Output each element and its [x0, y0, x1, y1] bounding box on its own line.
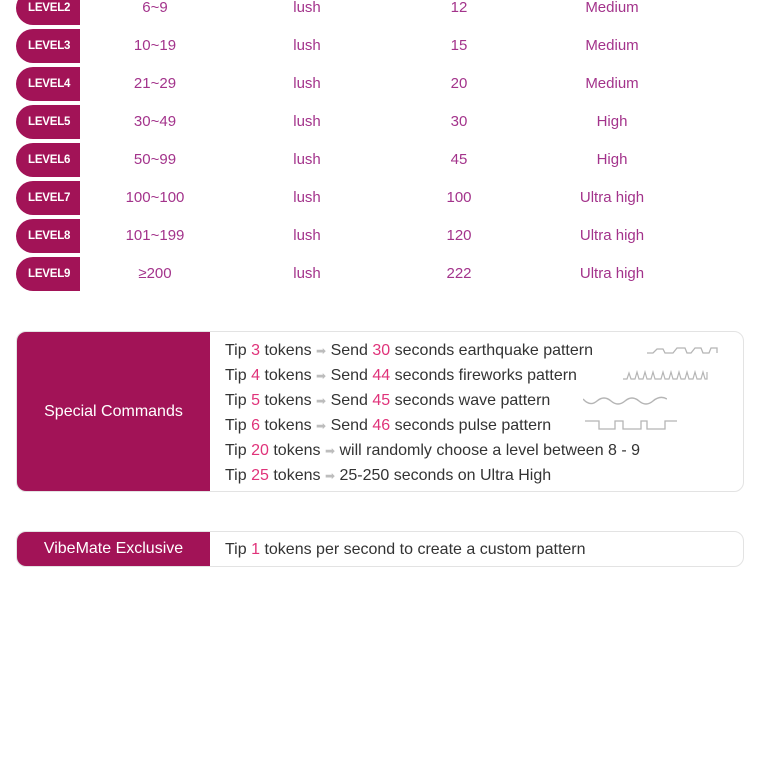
tip-label: Tip	[225, 417, 247, 434]
command-line	[225, 438, 640, 463]
token-amount: 1	[251, 541, 260, 558]
vibemate-exclusive-panel	[16, 531, 744, 567]
level-badge: LEVEL5	[16, 105, 80, 139]
intensity: High	[596, 113, 628, 130]
seconds-amount: 30	[372, 342, 391, 359]
duration-seconds: 30	[450, 113, 468, 130]
level-row	[16, 29, 744, 63]
tokens-word: tokens	[264, 342, 312, 359]
token-amount: 3	[251, 342, 260, 359]
arrow-right-icon: ➡	[316, 344, 327, 358]
toy-name: lush	[293, 265, 321, 282]
command-line	[225, 388, 550, 413]
token-range: 30~49	[133, 113, 177, 130]
level-row	[16, 67, 744, 101]
arrow-right-icon: ➡	[324, 469, 335, 483]
pattern-description: seconds fireworks pattern	[394, 367, 577, 384]
duration-seconds: 45	[450, 151, 468, 168]
command-line	[225, 363, 577, 388]
send-label: Send	[330, 417, 368, 434]
toy-name: lush	[293, 37, 321, 54]
earthquake-pattern-icon	[647, 345, 719, 357]
tokens-word: tokens	[264, 367, 312, 384]
send-label: Send	[330, 342, 368, 359]
intensity: Medium	[585, 37, 639, 54]
level-badge: LEVEL4	[16, 67, 80, 101]
command-description: will randomly choose a level between 8 - 9	[339, 442, 641, 459]
toy-name: lush	[293, 189, 321, 206]
token-amount: 25	[251, 467, 269, 484]
duration-seconds: 12	[450, 0, 468, 16]
tokens-word: tokens	[273, 442, 321, 459]
level-row	[16, 143, 744, 177]
duration-seconds: 20	[450, 75, 468, 92]
tokens-word: tokens	[273, 467, 321, 484]
command-line	[225, 463, 551, 488]
command-line	[225, 338, 593, 363]
wave-pattern-icon	[583, 395, 667, 407]
tokens-word: tokens	[264, 417, 312, 434]
pulse-pattern-icon	[585, 419, 679, 431]
arrow-right-icon: ➡	[316, 369, 327, 383]
level-row	[16, 219, 744, 253]
level-row	[16, 0, 744, 25]
intensity: Medium	[585, 75, 639, 92]
level-badge: LEVEL3	[16, 29, 80, 63]
token-range: 100~100	[125, 189, 185, 206]
command-line	[225, 413, 551, 438]
pattern-description: seconds pulse pattern	[394, 417, 552, 434]
arrow-right-icon: ➡	[316, 419, 327, 433]
token-amount: 5	[251, 392, 260, 409]
pattern-description: seconds wave pattern	[394, 392, 551, 409]
token-range: ≥200	[138, 265, 172, 282]
level-badge: LEVEL2	[16, 0, 80, 25]
level-row	[16, 257, 744, 291]
toy-name: lush	[293, 75, 321, 92]
intensity: Ultra high	[579, 189, 645, 206]
duration-seconds: 15	[450, 37, 468, 54]
command-description: 25-250 seconds on Ultra High	[339, 467, 552, 484]
tip-label: Tip	[225, 342, 247, 359]
token-range: 10~19	[133, 37, 177, 54]
tip-label: Tip	[225, 467, 247, 484]
arrow-right-icon: ➡	[324, 444, 335, 458]
send-label: Send	[330, 392, 368, 409]
send-label: Send	[330, 367, 368, 384]
token-amount: 20	[251, 442, 269, 459]
token-amount: 6	[251, 417, 260, 434]
vibemate-exclusive-title: VibeMate Exclusive	[17, 532, 210, 566]
arrow-right-icon: ➡	[316, 394, 327, 408]
tip-label: Tip	[225, 541, 247, 558]
pattern-description: seconds earthquake pattern	[394, 342, 593, 359]
tokens-word: tokens	[264, 392, 312, 409]
fireworks-pattern-icon	[623, 369, 709, 382]
token-range: 21~29	[133, 75, 177, 92]
seconds-amount: 45	[372, 392, 391, 409]
special-commands-list	[225, 332, 743, 491]
intensity: Ultra high	[579, 265, 645, 282]
intensity: High	[596, 151, 628, 168]
token-range: 50~99	[133, 151, 177, 168]
tip-label: Tip	[225, 442, 247, 459]
tip-label: Tip	[225, 367, 247, 384]
level-badge: LEVEL6	[16, 143, 80, 177]
toy-name: lush	[293, 227, 321, 244]
toy-name: lush	[293, 151, 321, 168]
duration-seconds: 222	[446, 265, 472, 282]
duration-seconds: 100	[446, 189, 472, 206]
vibemate-exclusive-content	[225, 532, 743, 566]
toy-name: lush	[293, 0, 321, 16]
level-row	[16, 105, 744, 139]
duration-seconds: 120	[446, 227, 472, 244]
intensity: Medium	[585, 0, 639, 16]
token-range: 6~9	[142, 0, 168, 16]
special-commands-title: Special Commands	[17, 332, 210, 491]
seconds-amount: 46	[372, 417, 391, 434]
level-row	[16, 181, 744, 215]
level-badge: LEVEL9	[16, 257, 80, 291]
command-description: tokens per second to create a custom pattern	[264, 541, 586, 558]
seconds-amount: 44	[372, 367, 391, 384]
toy-name: lush	[293, 113, 321, 130]
token-amount: 4	[251, 367, 260, 384]
intensity: Ultra high	[579, 227, 645, 244]
token-range: 101~199	[125, 227, 185, 244]
special-commands-panel	[16, 331, 744, 492]
tip-label: Tip	[225, 392, 247, 409]
level-badge: LEVEL7	[16, 181, 80, 215]
level-badge: LEVEL8	[16, 219, 80, 253]
command-line	[225, 537, 586, 562]
